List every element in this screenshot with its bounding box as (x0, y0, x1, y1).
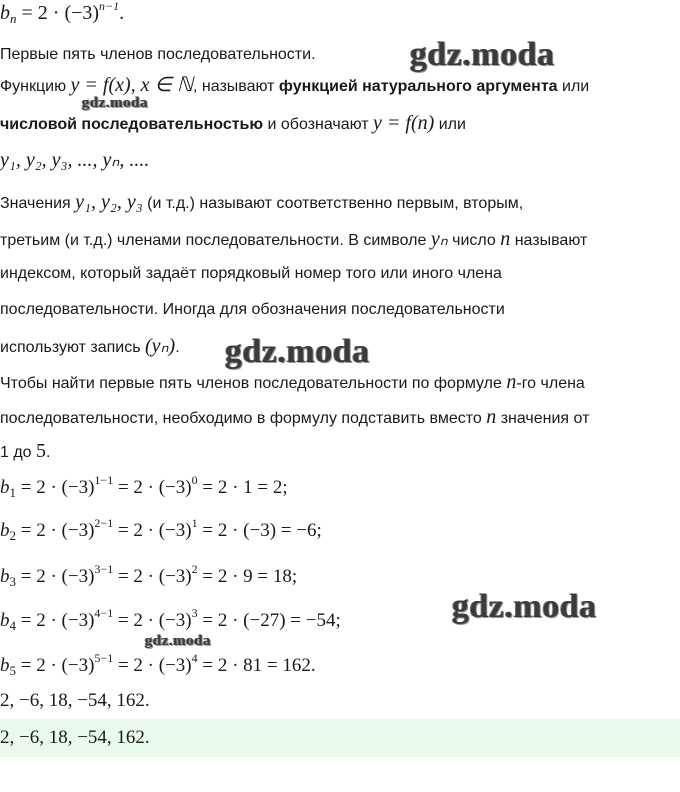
watermark-logo: gdz.moda (145, 633, 212, 649)
section-heading: Первые пять членов последовательности. (0, 46, 316, 63)
method-line-3: 1 до 5. (0, 440, 51, 462)
result-list: 2, −6, 18, −54, 162. (0, 690, 150, 711)
terms-line-1: Значения y₁, y₂, y₃ (и т.д.) называют соответственно первым, вторым, (0, 191, 524, 213)
general-term-formula: $b_n = 2 \cdot (-3)^{n-1}$. (0, 0, 125, 26)
terms-line-2: третьим (и т.д.) членами последовательности. В символе yₙ число n называют (0, 228, 588, 250)
terms-line-5: используют запись (yₙ). (0, 335, 180, 357)
watermark-logo: gdz.moda (410, 36, 555, 73)
watermark-logo: gdz.moda (82, 95, 149, 111)
computation-b1: $b_1 = 2 \cdot (-3)^{1-1} = 2 \cdot (-3)^0 = 2 \cdot 1 = 2$; (0, 473, 288, 500)
terms-line-4: последовательности. Иногда для обозначения последовательности (0, 301, 505, 318)
computation-b3: $b_3 = 2 \cdot (-3)^{3-1} = 2 \cdot (-3)^2 = 2 \cdot 9 = 18$; (0, 562, 298, 589)
method-line-1: Чтобы найти первые пять членов последовательности по формуле n-го члена (0, 371, 585, 393)
definition-line-1: Функцию y = f(x), x ∈ ℕ, называют функцией натурального аргумента или (0, 74, 590, 96)
method-line-2: последовательности, необходимо в формулу подставить вместо n значения от (0, 406, 590, 428)
terms-line-3: индексом, который задаёт порядковый номер того или иного члена (0, 265, 502, 282)
computation-b4: $b_4 = 2 \cdot (-3)^{4-1} = 2 \cdot (-3)^3 = 2 \cdot (-27) = -54$; (0, 606, 341, 633)
computation-b2: $b_2 = 2 \cdot (-3)^{2-1} = 2 \cdot (-3)^1 = 2 \cdot (-3) = -6$; (0, 516, 322, 543)
sequence-notation: y₁, y₂, y₃, ..., yₙ, .... (0, 149, 150, 171)
watermark-logo: gdz.moda (452, 588, 597, 625)
computation-b5: $b_5 = 2 \cdot (-3)^{5-1} = 2 \cdot (-3)^4 = 2 \cdot 81 = 162$. (0, 651, 316, 678)
watermark-logo: gdz.moda (225, 333, 370, 370)
definition-line-2: числовой последовательностью и обозначают y = f(n) или (0, 112, 466, 134)
answer-list: 2, −6, 18, −54, 162. (0, 727, 150, 748)
